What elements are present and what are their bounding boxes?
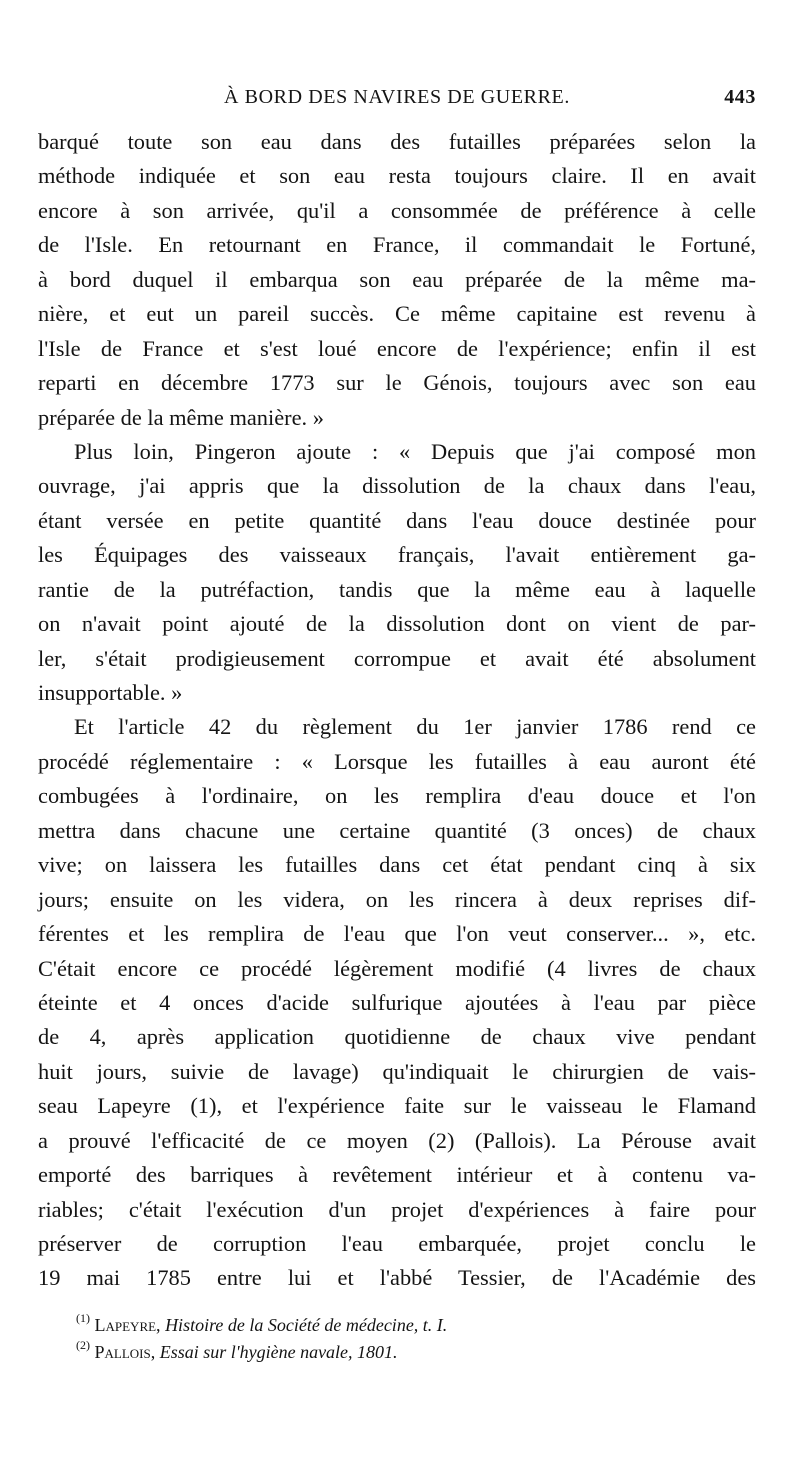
text-line: insupportable. » (38, 680, 183, 705)
text-line: on n'avait point ajouté de la dissolution dont on vient de par- (38, 611, 756, 637)
text-line: a prouvé l'efficacité de ce moyen (2) (Pallois). La Pérouse avait (38, 1127, 756, 1153)
footnote-author: Lapeyre, (94, 1315, 161, 1335)
text-line: de l'Isle. En retournant en France, il commandait le Fortuné, (38, 232, 756, 258)
footnote (76, 1339, 756, 1366)
text-line: seau Lapeyre (1), et l'expérience faite sur le vaisseau le Flamand (38, 1093, 756, 1119)
page-number: 443 (724, 86, 756, 108)
text-line: préparée de la même manière. » (38, 404, 324, 430)
footnote-mark: (2) (76, 1338, 90, 1352)
footnotes (76, 1312, 756, 1366)
text-line: Et l'article 42 du règlement du 1er janvier 1786 rend ce (74, 714, 756, 740)
text-line: éteinte et 4 onces d'acide sulfurique ajoutées à l'eau par pièce (38, 989, 756, 1015)
text-line: ler, s'était prodigieusement corrompue et avait été absolument (38, 645, 756, 671)
text-line: barqué toute son eau dans des futailles préparées selon la (38, 129, 756, 154)
text-line: méthode indiquée et son eau resta toujours claire. Il en avait (38, 163, 756, 189)
text-line: ouvrage, j'ai appris que la dissolution de la chaux dans l'eau, (38, 473, 756, 499)
footnote-text: Histoire de la Société de médecine, t. I. (165, 1315, 448, 1335)
text-line: de 4, après application quotidienne de chaux vive pendant (38, 1024, 756, 1050)
text-line: rantie de la putréfaction, tandis que la même eau à laquelle (38, 576, 756, 602)
text-line: l'Isle de France et s'est loué encore de l'expérience; enfin il est (38, 335, 756, 361)
footnote-text: Essai sur l'hygiène navale, 1801. (159, 1342, 398, 1362)
text-line: nière, et eut un pareil succès. Ce même capitaine est revenu à (38, 301, 756, 327)
running-header (38, 82, 756, 116)
text-line: à bord duquel il embarqua son eau préparée de la même ma- (38, 266, 756, 292)
text-line: reparti en décembre 1773 sur le Génois, toujours avec son eau (38, 370, 756, 396)
text-line: combugées à l'ordinaire, on les remplira d'eau douce et l'on (38, 783, 756, 809)
text-line: les Équipages des vaisseaux français, l'avait entièrement ga- (38, 542, 756, 568)
text-line: étant versée en petite quantité dans l'eau douce destinée pour (38, 507, 756, 533)
footnote (76, 1312, 756, 1339)
text-line: 19 mai 1785 entre lui et l'abbé Tessier, de l'Académie des (38, 1265, 756, 1291)
text-line: vive; on laissera les futailles dans cet état pendant cinq à six (38, 852, 756, 878)
text-line: encore à son arrivée, qu'il a consommée de préférence à celle (38, 197, 756, 223)
text-line: emporté des barriques à revêtement intérieur et à contenu va- (38, 1162, 756, 1188)
text-line: procédé réglementaire : « Lorsque les futailles à eau auront été (38, 748, 756, 774)
text-line: mettra dans chacune une certaine quantité (3 onces) de chaux (38, 817, 756, 843)
text-line: Plus loin, Pingeron ajoute : « Depuis que j'ai composé mon (74, 438, 756, 464)
text-line: riables; c'était l'exécution d'un projet d'expériences à faire pour (38, 1196, 756, 1222)
text-line: préserver de corruption l'eau embarquée, projet conclu le (38, 1231, 756, 1256)
footnote-author: Pallois, (94, 1342, 156, 1362)
footnote-mark: (1) (76, 1311, 90, 1325)
text-line: férentes et les remplira de l'eau que l'on veut conserver... », etc. (38, 921, 756, 947)
running-title: À BORD DES NAVIRES DE GUERRE. (224, 86, 570, 108)
text-line: huit jours, suivie de lavage) qu'indiquait le chirurgien de vais- (38, 1058, 756, 1084)
text-line: jours; ensuite on les videra, on les rincera à deux reprises dif- (38, 886, 756, 912)
text-line: C'était encore ce procédé légèrement modifié (4 livres de chaux (38, 955, 756, 981)
body-text (38, 125, 756, 1296)
